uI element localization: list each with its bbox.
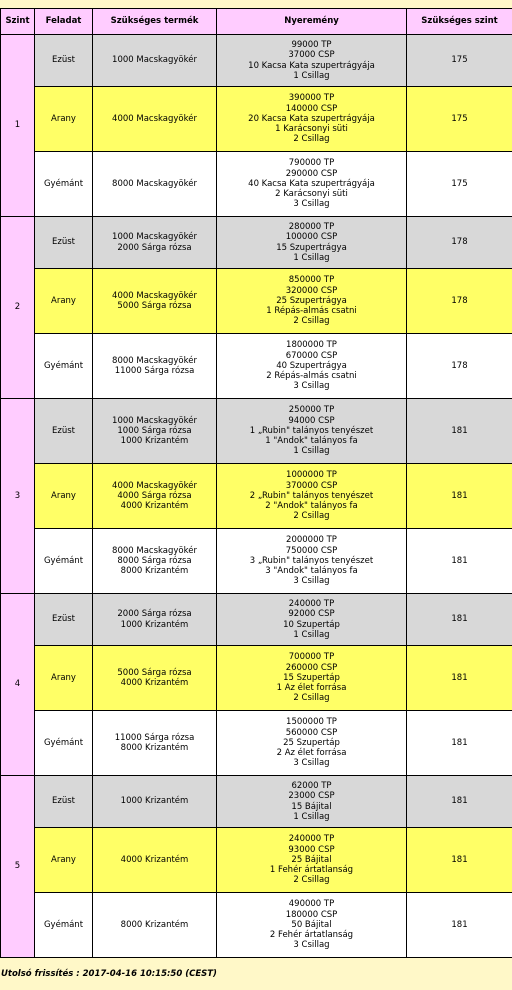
header-required-product: Szükséges termék <box>93 9 217 35</box>
required-product-line: 2000 Sárga rózsa <box>117 609 192 620</box>
table-row <box>1 529 512 594</box>
reward-cell <box>217 594 407 646</box>
level-cell: 1 <box>1 35 35 217</box>
reward-line: 2 Az élet forrása <box>276 748 347 759</box>
task-cell: Gyémánt <box>35 334 93 399</box>
required-product-line: 1000 Macskagyökér <box>112 55 197 66</box>
reward-line: 20 Kacsa Kata szupertrágyája <box>248 113 375 124</box>
required-product-line: 8000 Macskagyökér <box>112 355 197 366</box>
task-cell: Gyémánt <box>35 711 93 776</box>
required-product-cell <box>93 152 217 217</box>
required-level-cell: 181 <box>407 464 512 529</box>
reward-line: 2 Csillag <box>293 511 330 522</box>
header-required-level: Szükséges szint <box>407 9 512 35</box>
reward-line: 750000 CSP <box>285 545 338 556</box>
reward-line: 290000 CSP <box>285 168 338 179</box>
task-cell: Ezüst <box>35 35 93 87</box>
reward-line: 3 Csillag <box>293 576 330 587</box>
reward-line: 2 Karácsonyi süti <box>275 189 348 200</box>
required-level-cell: 175 <box>407 35 512 87</box>
required-product-line: 1000 Macskagyökér <box>112 232 197 243</box>
required-product-cell <box>93 464 217 529</box>
required-level-cell: 178 <box>407 217 512 269</box>
reward-line: 240000 TP <box>288 834 335 845</box>
required-product-line: 8000 Krizantém <box>120 743 189 753</box>
reward-line: 320000 CSP <box>285 285 338 296</box>
required-product-line: 4000 Krizantém <box>120 678 189 688</box>
reward-cell <box>217 399 407 464</box>
level-cell: 5 <box>1 776 35 958</box>
task-cell: Arany <box>35 87 93 152</box>
required-product-cell <box>93 893 217 958</box>
table-row <box>1 776 512 828</box>
reward-cell <box>217 529 407 594</box>
required-product-line: 11000 Sárga rózsa <box>114 366 195 376</box>
reward-cell <box>217 269 407 334</box>
task-cell: Gyémánt <box>35 893 93 958</box>
task-cell: Arany <box>35 464 93 529</box>
last-update-text: Utolsó frissítés : 2017-04-16 10:15:50 (CEST) <box>1 969 217 979</box>
reward-line: 40 Szupertrágya <box>276 360 347 371</box>
reward-line: 10 Szupertáp <box>283 619 340 630</box>
reward-line: 94000 CSP <box>288 415 335 426</box>
reward-line: 180000 CSP <box>285 909 338 920</box>
reward-line: 2 Répás-almás csatni <box>266 371 357 382</box>
task-cell: Arany <box>35 269 93 334</box>
reward-line: 790000 TP <box>288 158 335 169</box>
table-row <box>1 464 512 529</box>
reward-line: 560000 CSP <box>285 727 338 738</box>
task-cell: Gyémánt <box>35 152 93 217</box>
required-product-cell <box>93 776 217 828</box>
reward-cell <box>217 35 407 87</box>
reward-line: 15 Bájital <box>291 801 332 812</box>
reward-line: 1 Fehér ártatlanság <box>269 865 354 876</box>
required-product-cell <box>93 269 217 334</box>
reward-line: 1800000 TP <box>286 340 337 351</box>
reward-line: 370000 CSP <box>285 480 338 491</box>
required-product-cell <box>93 217 217 269</box>
reward-line: 23000 CSP <box>288 791 335 802</box>
reward-line: 1 Az élet forrása <box>276 683 347 694</box>
task-cell: Arany <box>35 646 93 711</box>
table-row <box>1 334 512 399</box>
reward-line: 2 Csillag <box>293 134 330 145</box>
reward-line: 2 „Rubin" talányos tenyészet <box>249 490 374 501</box>
required-product-line: 1000 Macskagyökér <box>112 415 197 426</box>
reward-line: 37000 CSP <box>288 50 335 61</box>
reward-line: 240000 TP <box>288 599 335 610</box>
level-cell: 2 <box>1 217 35 399</box>
required-product-line: 8000 Macskagyökér <box>112 545 197 556</box>
required-product-cell <box>93 646 217 711</box>
required-product-line: 4000 Macskagyökér <box>112 480 197 491</box>
task-cell: Ezüst <box>35 217 93 269</box>
required-product-line: 5000 Sárga rózsa <box>117 301 192 311</box>
reward-line: 1 Csillag <box>293 629 330 640</box>
reward-line: 62000 TP <box>291 781 332 792</box>
reward-line: 40 Kacsa Kata szupertrágyája <box>248 178 375 189</box>
required-product-line: 8000 Krizantém <box>120 919 189 930</box>
required-product-line: 8000 Sárga rózsa <box>117 555 192 566</box>
required-product-line: 1000 Krizantém <box>120 619 189 630</box>
reward-cell <box>217 152 407 217</box>
required-level-cell: 175 <box>407 152 512 217</box>
reward-line: 100000 CSP <box>285 232 338 243</box>
reward-line: 3 „Rubin" talányos tenyészet <box>249 555 374 566</box>
reward-line: 99000 TP <box>291 40 332 51</box>
required-level-cell: 181 <box>407 594 512 646</box>
reward-line: 2 "Andok" talányos fa <box>265 501 358 512</box>
table-row <box>1 217 512 269</box>
required-product-cell <box>93 594 217 646</box>
reward-line: 2 Csillag <box>293 693 330 704</box>
reward-cell <box>217 828 407 893</box>
reward-line: 3 Csillag <box>293 199 330 210</box>
reward-line: 93000 CSP <box>288 844 335 855</box>
required-level-cell: 181 <box>407 828 512 893</box>
reward-line: 250000 TP <box>288 405 335 416</box>
header-level: Szint <box>1 9 35 35</box>
required-level-cell: 178 <box>407 269 512 334</box>
level-cell: 4 <box>1 594 35 776</box>
required-level-cell: 181 <box>407 646 512 711</box>
reward-line: 140000 CSP <box>285 103 338 114</box>
required-product-line: 1000 Krizantém <box>120 796 189 807</box>
required-product-line: 4000 Sárga rózsa <box>117 490 192 501</box>
table-header-row <box>1 9 512 35</box>
reward-line: 490000 TP <box>288 899 335 910</box>
reward-cell <box>217 217 407 269</box>
reward-line: 15 Szupertáp <box>283 672 340 683</box>
task-cell: Ezüst <box>35 399 93 464</box>
required-product-cell <box>93 35 217 87</box>
required-product-line: 11000 Sárga rózsa <box>114 732 195 743</box>
reward-line: 2 Csillag <box>293 316 330 327</box>
task-cell: Gyémánt <box>35 529 93 594</box>
required-product-line: 4000 Macskagyökér <box>112 290 197 301</box>
reward-line: 390000 TP <box>288 93 335 104</box>
required-product-cell <box>93 87 217 152</box>
required-product-line: 5000 Sárga rózsa <box>117 667 192 678</box>
reward-line: 700000 TP <box>288 652 335 663</box>
required-product-cell <box>93 334 217 399</box>
reward-cell <box>217 646 407 711</box>
reward-line: 260000 CSP <box>285 662 338 673</box>
reward-line: 15 Szupertrágya <box>276 242 347 253</box>
reward-line: 3 "Andok" talányos fa <box>265 566 358 577</box>
reward-line: 1 Répás-almás csatni <box>266 306 357 317</box>
reward-line: 1500000 TP <box>286 717 337 728</box>
reward-cell <box>217 464 407 529</box>
reward-line: 1 Karácsonyi süti <box>275 124 348 135</box>
table-row <box>1 711 512 776</box>
reward-line: 2 Csillag <box>293 875 330 886</box>
required-product-line: 4000 Macskagyökér <box>112 113 197 124</box>
reward-line: 1 Csillag <box>293 811 330 822</box>
reward-line: 25 Szupertrágya <box>276 295 347 306</box>
reward-cell <box>217 711 407 776</box>
reward-line: 25 Szupertáp <box>283 737 340 748</box>
task-table <box>0 8 512 958</box>
table-row <box>1 152 512 217</box>
required-product-cell <box>93 711 217 776</box>
reward-line: 3 Csillag <box>293 381 330 392</box>
reward-line: 3 Csillag <box>293 940 330 951</box>
reward-cell <box>217 87 407 152</box>
required-level-cell: 181 <box>407 776 512 828</box>
reward-line: 1000000 TP <box>286 470 337 481</box>
task-cell: Ezüst <box>35 594 93 646</box>
table-row <box>1 828 512 893</box>
level-cell: 3 <box>1 399 35 594</box>
required-product-line: 2000 Sárga rózsa <box>117 242 192 253</box>
task-cell: Arany <box>35 828 93 893</box>
required-level-cell: 181 <box>407 893 512 958</box>
header-task: Feladat <box>35 9 93 35</box>
required-product-cell <box>93 828 217 893</box>
reward-cell <box>217 334 407 399</box>
reward-line: 280000 TP <box>288 222 335 233</box>
reward-line: 50 Bájital <box>291 919 332 930</box>
table-body <box>1 35 512 958</box>
task-cell: Ezüst <box>35 776 93 828</box>
reward-cell <box>217 893 407 958</box>
header-reward: Nyeremény <box>217 9 407 35</box>
reward-line: 1 „Rubin" talányos tenyészet <box>249 425 374 436</box>
required-product-cell <box>93 529 217 594</box>
required-product-cell <box>93 399 217 464</box>
table-row <box>1 893 512 958</box>
reward-line: 670000 CSP <box>285 350 338 361</box>
required-product-line: 4000 Krizantém <box>120 854 189 865</box>
required-product-line: 8000 Krizantém <box>120 566 189 577</box>
table-row <box>1 646 512 711</box>
reward-line: 10 Kacsa Kata szupertrágyája <box>248 60 375 71</box>
required-level-cell: 181 <box>407 399 512 464</box>
required-level-cell: 175 <box>407 87 512 152</box>
reward-line: 850000 TP <box>288 275 335 286</box>
table-row <box>1 399 512 464</box>
reward-line: 1 Csillag <box>293 70 330 81</box>
reward-line: 1 "Andok" talányos fa <box>265 436 358 447</box>
reward-line: 2000000 TP <box>286 535 337 546</box>
table-row <box>1 594 512 646</box>
required-level-cell: 181 <box>407 711 512 776</box>
required-level-cell: 178 <box>407 334 512 399</box>
required-level-cell: 181 <box>407 529 512 594</box>
reward-line: 2 Fehér ártatlanság <box>269 930 354 941</box>
table-row <box>1 87 512 152</box>
reward-line: 1 Csillag <box>293 252 330 263</box>
required-product-line: 1000 Sárga rózsa <box>117 425 192 436</box>
reward-line: 25 Bájital <box>291 854 332 865</box>
required-product-line: 1000 Krizantém <box>120 436 189 447</box>
reward-line: 1 Csillag <box>293 446 330 457</box>
reward-line: 3 Csillag <box>293 758 330 769</box>
table-row <box>1 35 512 87</box>
required-product-line: 8000 Macskagyökér <box>112 178 197 189</box>
reward-line: 92000 CSP <box>288 609 335 620</box>
table-row <box>1 269 512 334</box>
reward-cell <box>217 776 407 828</box>
required-product-line: 4000 Krizantém <box>120 501 189 512</box>
